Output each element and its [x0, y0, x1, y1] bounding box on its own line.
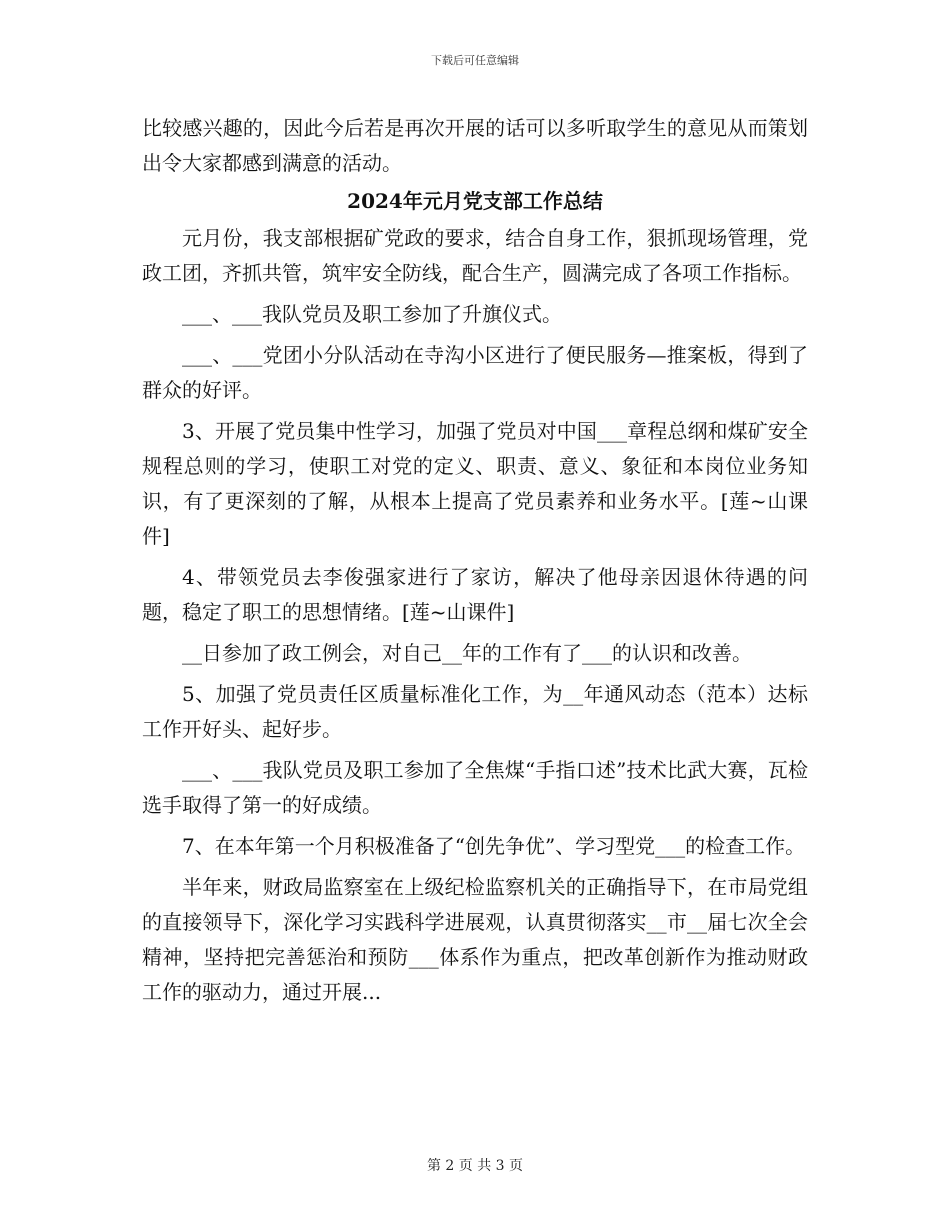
paragraph-6: __日参加了政工例会，对自己__年的工作有了___的认识和改善。	[182, 641, 752, 665]
intro-paragraph: 比较感兴趣的，因此今后若是再次开展的话可以多听取学生的意见从而策划出令大家都感到满意的活动。	[142, 116, 808, 175]
page-number: 第 2 页 共 3 页	[426, 1158, 524, 1174]
page-header: 下载后可任意编辑	[431, 54, 519, 67]
paragraph-3: ___、___党团小分队活动在寺沟小区进行了便民服务—推案板，得到了群众的好评。	[142, 343, 808, 402]
paragraph-5: 4、带领党员去李俊强家进行了家访，解决了他母亲因退休待遇的问题，稳定了职工的思想情绪。[莲~山课件]	[142, 565, 808, 624]
paragraph-10: 半年来，财政局监察室在上级纪检监察机关的正确指导下，在市局党组的直接领导下，深化学习实践科学进展观，认真贯彻落实__市__届七次全会精神，坚持把完善惩治和预防___体系作为重点，把改革创新作为推动财政工作的驱动力，通过开展...	[142, 875, 808, 1004]
document-body	[142, 111, 808, 1010]
paragraph-9: 7、在本年第一个月积极准备了“创先争优”、学习型党___的检查工作。	[182, 834, 806, 858]
paragraph-8: ___、___我队党员及职工参加了全焦煤“手指口述”技术比武大赛，瓦检选手取得了第一的好成绩。	[142, 758, 808, 817]
paragraph-4: 3、开展了党员集中性学习，加强了党员对中国___章程总纲和煤矿安全规程总则的学习，使职工对党的定义、职责、意义、象征和本岗位业务知识，有了更深刻的了解，从根本上提高了党员素养和业务水平。[莲~山课件]	[142, 419, 808, 548]
paragraph-7: 5、加强了党员责任区质量标准化工作，为__年通风动态（范本）达标工作开好头、起好步。	[142, 682, 808, 741]
paragraph-2: ___、___我队党员及职工参加了升旗仪式。	[182, 302, 562, 326]
paragraph-1: 元月份，我支部根据矿党政的要求，结合自身工作，狠抓现场管理，党政工团，齐抓共管，筑牢安全防线，配合生产，圆满完成了各项工作指标。	[142, 226, 808, 285]
document-title: 2024年元月党支部工作总结	[347, 189, 603, 213]
